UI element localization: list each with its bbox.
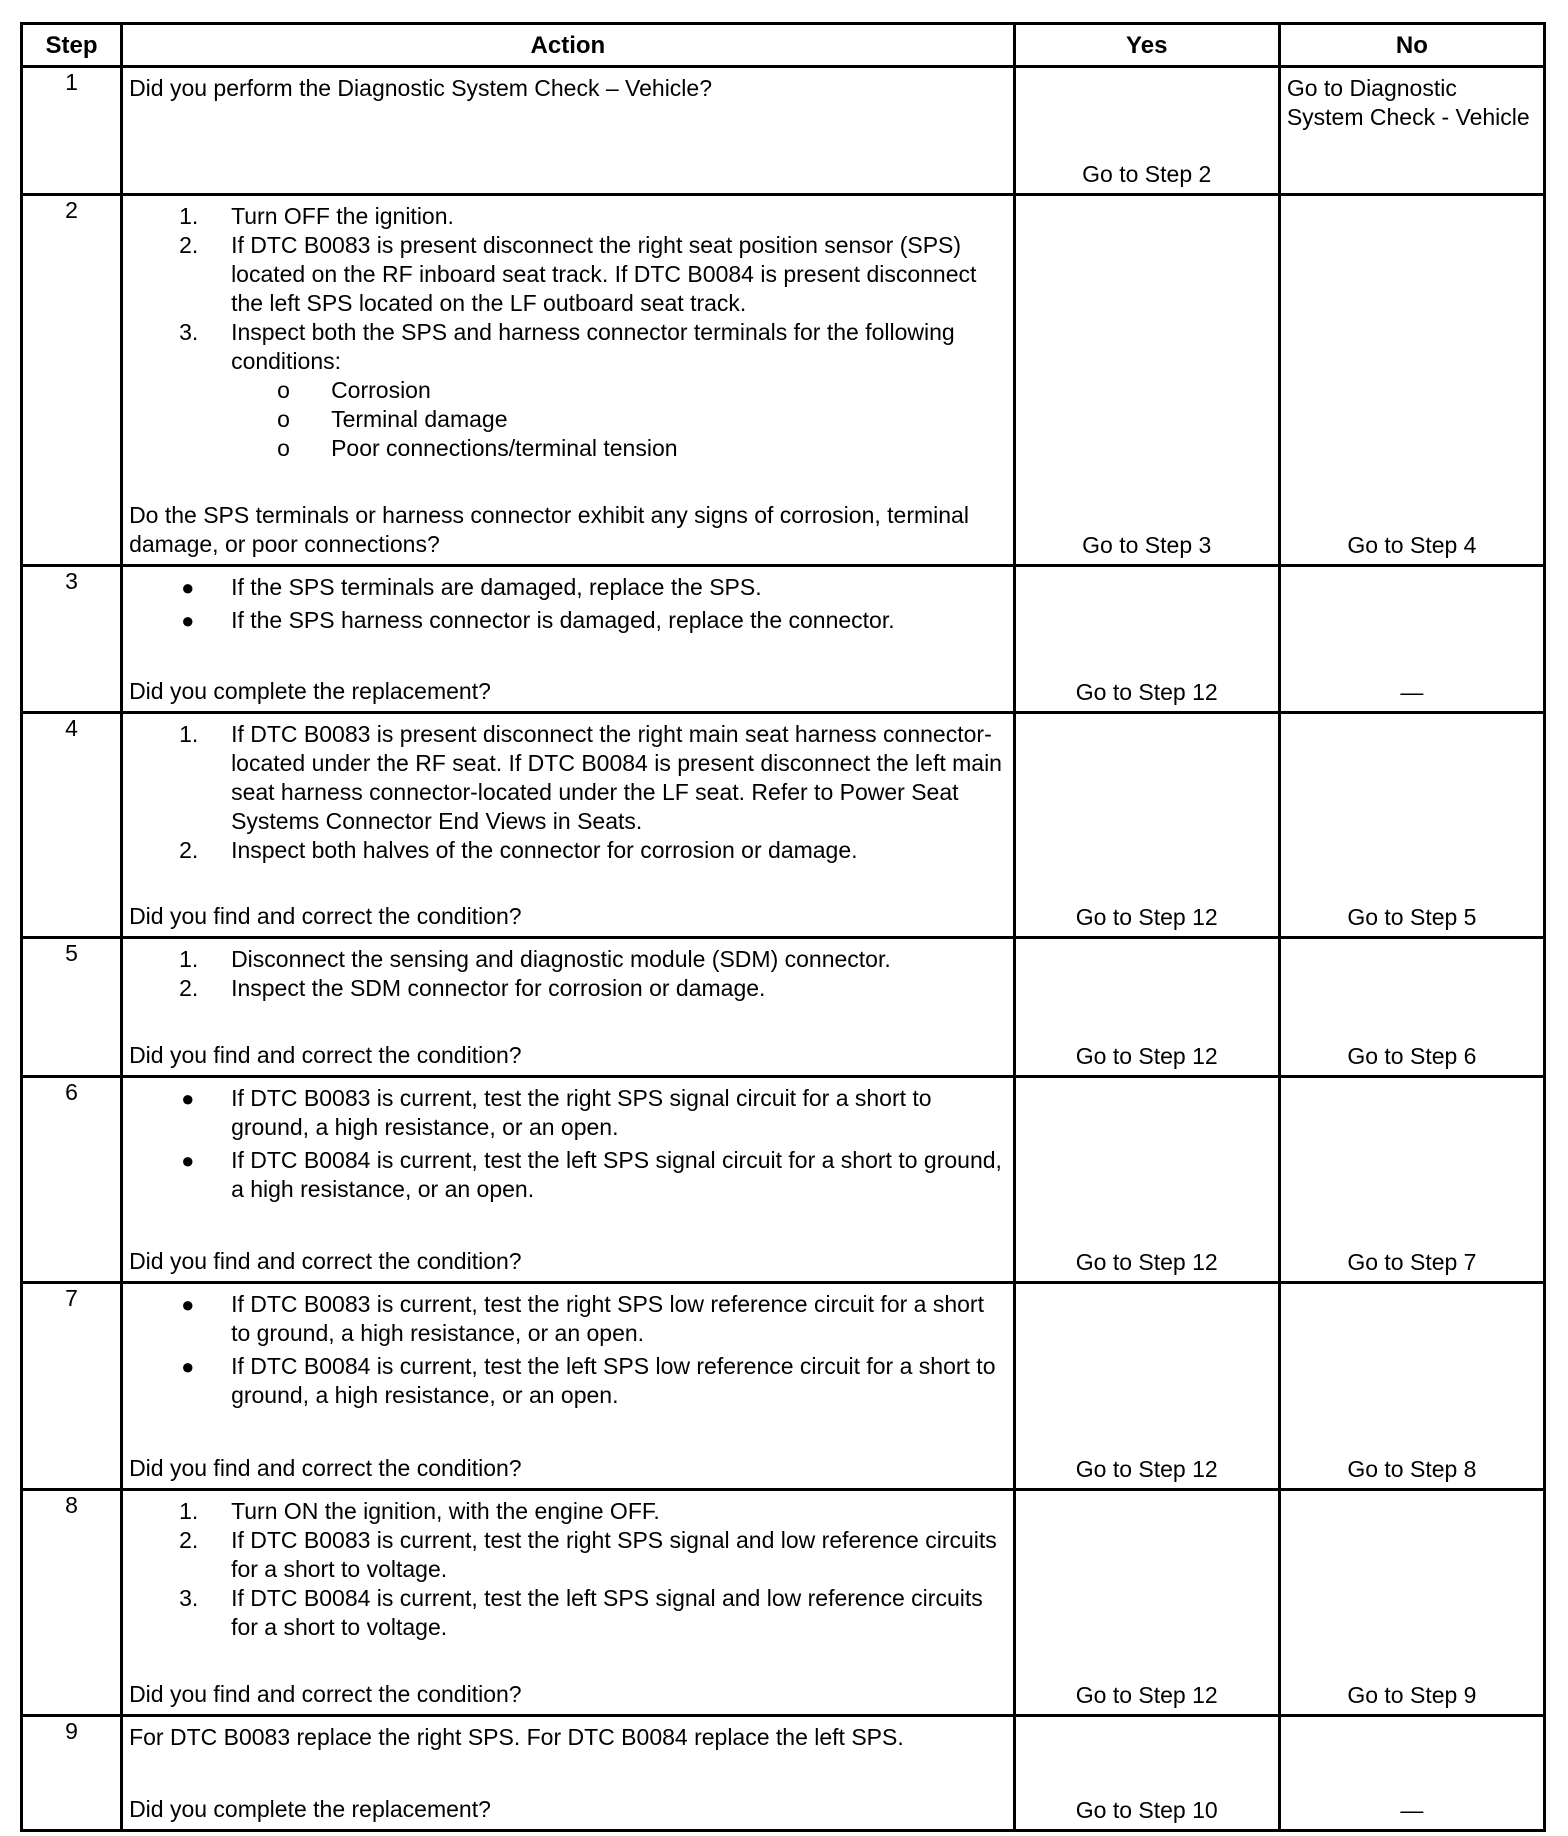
bullet-list — [129, 573, 1007, 635]
table-row — [22, 1283, 1545, 1490]
table-row — [22, 938, 1545, 1077]
sub-list — [229, 376, 1007, 463]
action-text: For DTC B0083 replace the right SPS. For DTC B0084 replace the left SPS. — [129, 1724, 904, 1750]
yes-cell — [1014, 1716, 1279, 1831]
numbered-list — [129, 720, 1007, 865]
action-cell — [122, 1077, 1015, 1283]
no-cell — [1279, 1283, 1544, 1490]
sub-list-item: o Terminal damage — [277, 406, 508, 432]
step-number: 8 — [22, 1490, 122, 1716]
action-cell — [122, 67, 1015, 195]
yes-cell — [1014, 67, 1279, 195]
yes-cell — [1014, 1490, 1279, 1716]
bullet-list — [129, 1084, 1007, 1204]
list-item: 3. If DTC B0084 is current, test the left SPS signal and low reference circuits for a short to voltage. — [179, 1585, 983, 1640]
yes-text: Go to Step 10 — [1075, 1797, 1218, 1823]
table-row — [22, 713, 1545, 938]
list-item: 2. Inspect the SDM connector for corrosion or damage. — [179, 975, 766, 1001]
no-cell — [1279, 566, 1544, 713]
numbered-list — [129, 202, 1007, 463]
yes-cell — [1014, 1283, 1279, 1490]
no-text: Go to Step 5 — [1347, 904, 1477, 930]
question-text: Do the SPS terminals or harness connector exhibit any signs of corrosion, terminal damage, or poor connections? — [129, 502, 969, 557]
yes-cell — [1014, 566, 1279, 713]
table-row — [22, 1490, 1545, 1716]
list-item: 2. If DTC B0083 is current, test the right SPS signal and low reference circuits for a short to voltage. — [179, 1527, 997, 1582]
yes-text: Go to Step 12 — [1075, 1682, 1218, 1708]
header-action: Action — [122, 24, 1015, 67]
no-cell — [1279, 67, 1544, 195]
table-row — [22, 195, 1545, 566]
header-row — [22, 24, 1545, 67]
no-text: Go to Step 7 — [1347, 1249, 1477, 1275]
yes-text: Go to Step 12 — [1075, 679, 1218, 705]
no-text: — — [1400, 1797, 1424, 1823]
question-text: Did you find and correct the condition? — [129, 1681, 522, 1707]
action-cell — [122, 566, 1015, 713]
action-text: Did you perform the Diagnostic System Check – Vehicle? — [129, 75, 713, 101]
list-item: 2. If DTC B0083 is present disconnect the right seat position sensor (SPS) located on the RF inboard seat track. If DTC B0084 is present disconnect the left SPS located on the LF outboard seat track. — [179, 232, 977, 316]
sub-list-item: o Poor connections/terminal tension — [277, 435, 678, 461]
action-cell — [122, 938, 1015, 1077]
action-cell — [122, 713, 1015, 938]
step-number: 4 — [22, 713, 122, 938]
yes-text: Go to Step 3 — [1082, 532, 1212, 558]
question-text: Did you find and correct the condition? — [129, 1042, 522, 1068]
list-item: 1. Turn OFF the ignition. — [179, 203, 454, 229]
list-item: 1. Disconnect the sensing and diagnostic module (SDM) connector. — [179, 946, 891, 972]
question-text: Did you find and correct the condition? — [129, 903, 522, 929]
table-row — [22, 1716, 1545, 1831]
yes-text: Go to Step 12 — [1075, 1043, 1218, 1069]
question-text: Did you complete the replacement? — [129, 1796, 491, 1822]
step-number: 3 — [22, 566, 122, 713]
list-item: 1. Turn ON the ignition, with the engine OFF. — [179, 1498, 660, 1524]
no-text: Go to Step 4 — [1347, 532, 1477, 558]
table-row — [22, 566, 1545, 713]
question-text: Did you find and correct the condition? — [129, 1248, 522, 1274]
action-cell — [122, 1283, 1015, 1490]
no-cell — [1279, 1716, 1544, 1831]
numbered-list — [129, 1497, 1007, 1642]
diagnostic-table — [20, 22, 1546, 1832]
yes-cell — [1014, 195, 1279, 566]
no-cell — [1279, 1490, 1544, 1716]
question-text: Did you complete the replacement? — [129, 678, 491, 704]
table-row — [22, 1077, 1545, 1283]
step-number: 6 — [22, 1077, 122, 1283]
no-text: Go to Diagnostic System Check - Vehicle — [1286, 75, 1530, 130]
step-number: 7 — [22, 1283, 122, 1490]
bullet-list — [129, 1290, 1007, 1410]
no-cell — [1279, 713, 1544, 938]
no-text: — — [1400, 679, 1424, 705]
yes-cell — [1014, 713, 1279, 938]
list-item: ● If DTC B0084 is current, test the left SPS low reference circuit for a short to ground, a high resistance, or an open. — [181, 1353, 996, 1408]
yes-text: Go to Step 12 — [1075, 1249, 1218, 1275]
step-number: 1 — [22, 67, 122, 195]
yes-text: Go to Step 12 — [1075, 904, 1218, 930]
action-cell — [122, 195, 1015, 566]
list-item: 3. Inspect both the SPS and harness connector terminals for the following conditions: o Corrosion o Terminal damage o Poor connections/terminal tension — [129, 318, 1007, 463]
list-item: 2. Inspect both halves of the connector for corrosion or damage. — [179, 837, 858, 863]
list-item: ● If DTC B0083 is current, test the right SPS low reference circuit for a short to ground, a high resistance, or an open. — [181, 1291, 984, 1346]
list-item: ● If DTC B0083 is current, test the right SPS signal circuit for a short to ground, a high resistance, or an open. — [181, 1085, 932, 1140]
yes-cell — [1014, 938, 1279, 1077]
numbered-list — [129, 945, 1007, 1003]
header-yes: Yes — [1014, 24, 1279, 67]
list-item: ● If the SPS harness connector is damaged, replace the connector. — [181, 607, 895, 633]
step-number: 5 — [22, 938, 122, 1077]
sub-list-item: o Corrosion — [277, 377, 431, 403]
yes-cell — [1014, 1077, 1279, 1283]
yes-text: Go to Step 2 — [1082, 161, 1212, 187]
no-text: Go to Step 9 — [1347, 1682, 1477, 1708]
list-item: ● If DTC B0084 is current, test the left SPS signal circuit for a short to ground, a high resistance, or an open. — [181, 1147, 1002, 1202]
no-text: Go to Step 6 — [1347, 1043, 1477, 1069]
action-cell — [122, 1490, 1015, 1716]
step-number: 9 — [22, 1716, 122, 1831]
question-text: Did you find and correct the condition? — [129, 1455, 522, 1481]
step-number: 2 — [22, 195, 122, 566]
no-text: Go to Step 8 — [1347, 1456, 1477, 1482]
header-no: No — [1279, 24, 1544, 67]
list-item: 1. If DTC B0083 is present disconnect the right main seat harness connector-located under the RF seat. If DTC B0084 is present disconnect the left main seat harness connector-located under the LF seat. Refer to Power Seat Systems Connector End Views in Seats. — [179, 721, 1002, 834]
no-cell — [1279, 1077, 1544, 1283]
action-cell — [122, 1716, 1015, 1831]
table-row — [22, 67, 1545, 195]
list-item: ● If the SPS terminals are damaged, replace the SPS. — [181, 574, 762, 600]
header-step: Step — [22, 24, 122, 67]
no-cell — [1279, 195, 1544, 566]
yes-text: Go to Step 12 — [1075, 1456, 1218, 1482]
no-cell — [1279, 938, 1544, 1077]
